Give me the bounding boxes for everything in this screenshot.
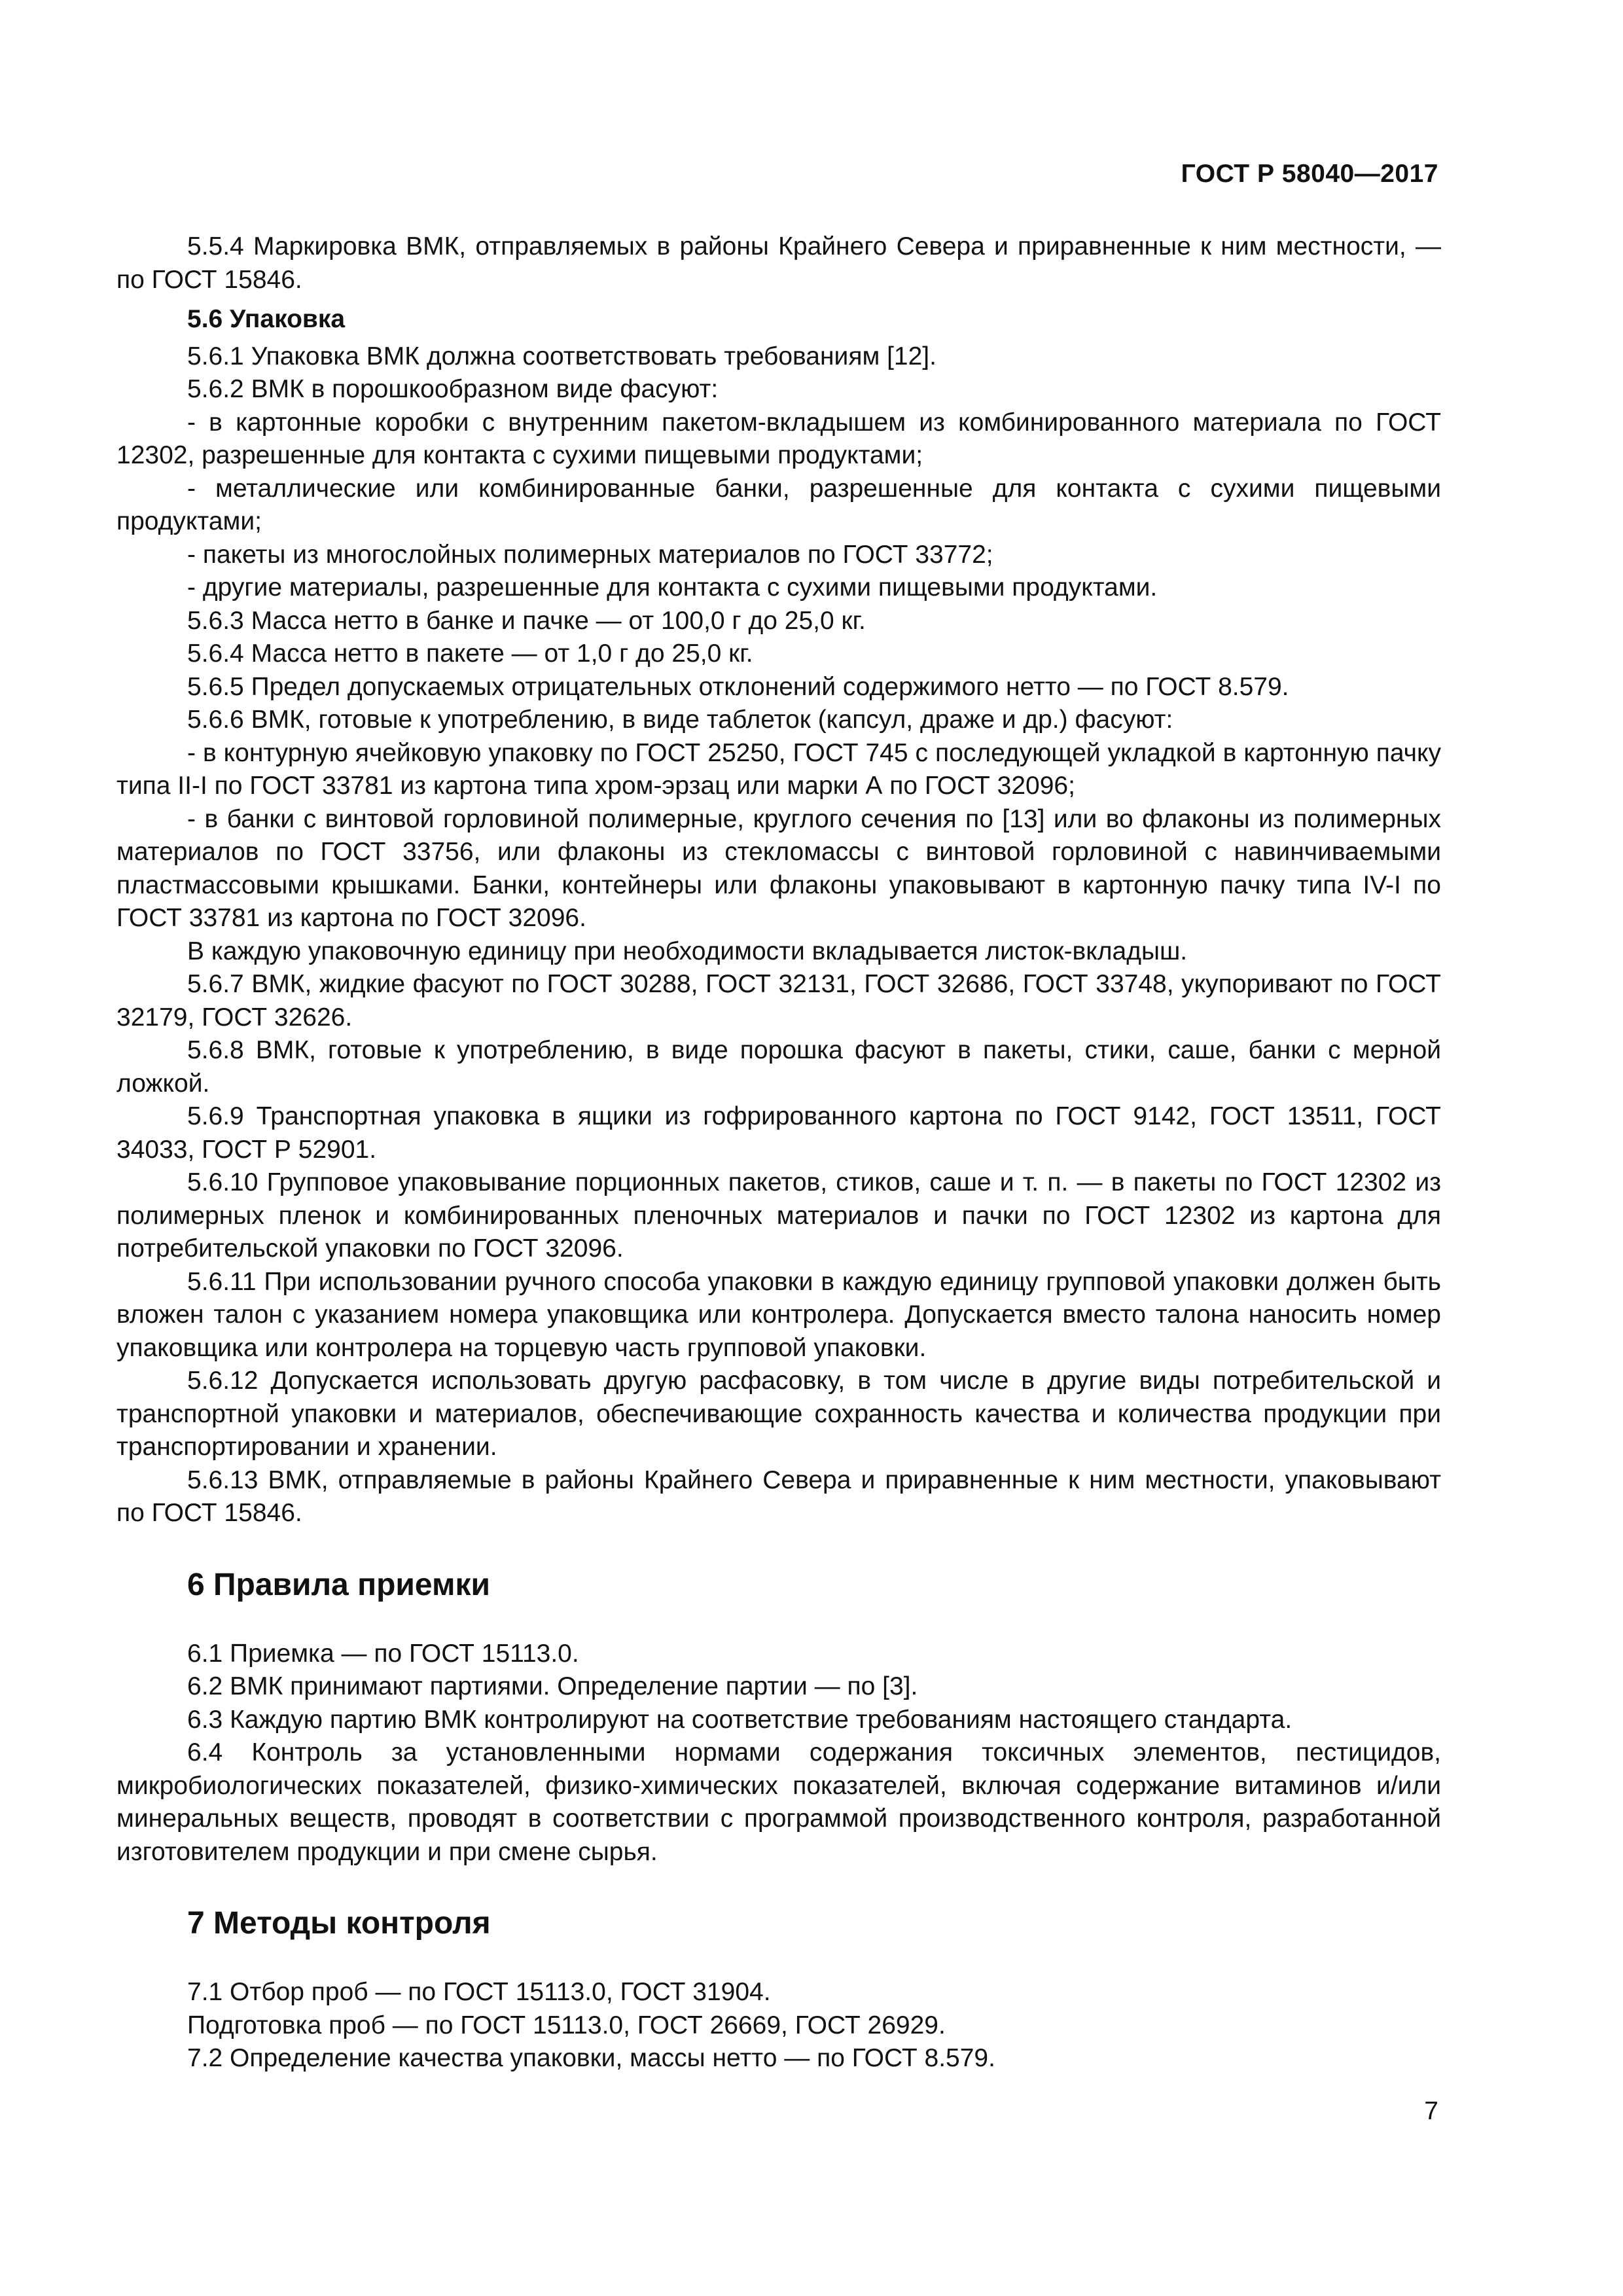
paragraph: 5.6.7 ВМК, жидкие фасуют по ГОСТ 30288, ГОСТ 32131, ГОСТ 32686, ГОСТ 33748, укупоривают по ГОСТ 32179, ГОСТ 32626. — [116, 970, 1441, 1031]
section-heading: 7 Методы контроля — [187, 1906, 491, 1941]
paragraph: - в контурную ячейковую упаковку по ГОСТ 25250, ГОСТ 745 с последующей укладкой в картонную пачку типа II-I по ГОСТ 33781 из картона типа хром-эрзац или марки А по ГОСТ 32096; — [116, 738, 1441, 800]
paragraph: 5.6.5 Предел допускаемых отрицательных отклонений содержимого нетто — по ГОСТ 8.579. — [187, 672, 1289, 701]
paragraph: - в картонные коробки с внутренним пакетом-вкладышем из комбинированного материала по ГОСТ 12302, разрешенные для контакта с сухими пищевыми продуктами; — [116, 408, 1441, 469]
paragraph: В каждую упаковочную единицу при необходимости вкладывается листок-вкладыш. — [187, 937, 1188, 965]
paragraph: 5.6.12 Допускается использовать другую расфасовку, в том числе в другие виды потребительской и транспортной упаковки и материалов, обеспечивающие сохранность качества и количества продукции при транспортировании и хранении. — [116, 1367, 1441, 1461]
document-body — [116, 230, 1441, 2075]
paragraph: 5.6.2 ВМК в порошкообразном виде фасуют: — [187, 375, 719, 403]
page-number: 7 — [1424, 2097, 1438, 2125]
paragraph: 5.6.8 ВМК, готовые к употреблению, в виде порошка фасуют в пакеты, стики, саше, банки с мерной ложкой. — [116, 1036, 1441, 1098]
paragraph: 5.6.11 При использовании ручного способа упаковки в каждую единицу групповой упаковки должен быть вложен талон с указанием номера упаковщика или контролера. Допускается вместо талона наносить номер упаковщика или контролера на торцевую часть групповой упаковки. — [116, 1267, 1441, 1362]
paragraph: 5.6.13 ВМК, отправляемые в районы Крайнего Севера и приравненные к ним местности, упаковывают по ГОСТ 15846. — [116, 1465, 1441, 1527]
paragraph: - металлические или комбинированные банки, разрешенные для контакта с сухими пищевыми продуктами; — [116, 474, 1441, 535]
paragraph: 6.1 Приемка — по ГОСТ 15113.0. — [187, 1639, 579, 1668]
paragraph: 6.4 Контроль за установленными нормами содержания токсичных элементов, пестицидов, микробиологических показателей, физико-химических показателей, включая содержание витаминов и/или минеральных веществ, проводят в соответствии с программой производственного контроля, разработанной изготовителем продукции и при смене сырья. — [116, 1738, 1441, 1866]
paragraph: - в банки с винтовой горловиной полимерные, круглого сечения по [13] или во флаконы из полимерных материалов по ГОСТ 33756, или флаконы из стекломассы с винтовой горловиной с навинчиваемыми пластмассовыми крышками. Банки, контейнеры или флаконы упаковывают в картонную пачку типа IV-I по ГОСТ 33781 из картона по ГОСТ 32096. — [116, 804, 1441, 932]
section-heading: 6 Правила приемки — [187, 1567, 491, 1602]
standard-code: ГОСТ Р 58040—2017 — [1181, 160, 1438, 188]
paragraph: - пакеты из многослойных полимерных материалов по ГОСТ 33772; — [187, 540, 993, 569]
paragraph: 5.6.3 Масса нетто в банке и пачке — от 100,0 г до 25,0 кг. — [187, 606, 866, 635]
paragraph: 6.3 Каждую партию ВМК контролируют на соответствие требованиям настоящего стандарта. — [187, 1705, 1293, 1734]
paragraph: 7.1 Отбор проб — по ГОСТ 15113.0, ГОСТ 31904. — [187, 1978, 771, 2006]
paragraph: 6.2 ВМК принимают партиями. Определение партии — по [3]. — [187, 1672, 918, 1700]
paragraph: 5.6.4 Масса нетто в пакете — от 1,0 г до 25,0 кг. — [187, 639, 753, 668]
paragraph: 5.6.1 Упаковка ВМК должна соответствовать требованиям [12]. — [187, 342, 936, 370]
subsection-heading: 5.6 Упаковка — [187, 305, 346, 333]
paragraph: 5.6.6 ВМК, готовые к употреблению, в виде таблеток (капсул, драже и др.) фасуют: — [187, 706, 1173, 734]
paragraph: 5.6.9 Транспортная упаковка в ящики из гофрированного картона по ГОСТ 9142, ГОСТ 13511, ГОСТ 34033, ГОСТ Р 52901. — [116, 1102, 1441, 1164]
paragraph: 5.5.4 Маркировка ВМК, отправляемых в районы Крайнего Севера и приравненные к ним местности, — по ГОСТ 15846. — [116, 232, 1441, 294]
paragraph: 7.2 Определение качества упаковки, массы нетто — по ГОСТ 8.579. — [187, 2044, 995, 2072]
paragraph: Подготовка проб — по ГОСТ 15113.0, ГОСТ 26669, ГОСТ 26929. — [187, 2011, 946, 2039]
paragraph: 5.6.10 Групповое упаковывание порционных пакетов, стиков, саше и т. п. — в пакеты по ГОСТ 12302 из полимерных пленок и комбинированных пленочных материалов и пачки по ГОСТ 12302 из картона для потребительской упаковки по ГОСТ 32096. — [116, 1168, 1441, 1263]
paragraph: - другие материалы, разрешенные для контакта с сухими пищевыми продуктами. — [187, 573, 1158, 601]
